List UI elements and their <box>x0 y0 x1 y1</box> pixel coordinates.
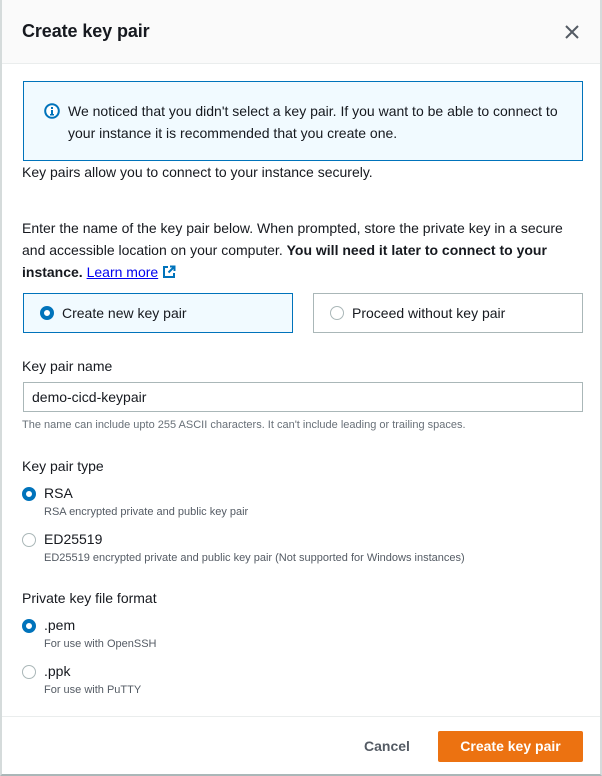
option-description: ED25519 encrypted private and public key pair (Not supported for Windows instances) <box>44 552 465 564</box>
radio-proceed-without-key-pair[interactable] <box>330 306 344 320</box>
radio-rsa[interactable] <box>22 487 36 501</box>
key-pair-name-label: Key pair name <box>22 358 113 374</box>
file-format-label: Private key file format <box>22 590 157 606</box>
radio-ed25519[interactable] <box>22 533 36 547</box>
option-description: RSA encrypted private and public key pair <box>44 506 249 518</box>
modal-header <box>2 0 600 64</box>
radio-pem[interactable] <box>22 619 36 633</box>
info-icon <box>44 103 60 119</box>
tile-label: Create new key pair <box>62 305 187 321</box>
option-rsa[interactable] <box>22 484 582 524</box>
option-pem[interactable] <box>22 616 582 656</box>
instructions-text <box>22 217 582 283</box>
option-label: .pem <box>44 617 76 633</box>
option-ppk[interactable] <box>22 662 582 702</box>
close-icon <box>562 22 582 42</box>
option-description: For use with PuTTY <box>44 684 142 696</box>
modal-title: Create key pair <box>22 21 150 41</box>
cancel-button[interactable]: Cancel <box>364 738 410 754</box>
close-button[interactable] <box>562 22 582 42</box>
option-label: RSA <box>44 485 73 501</box>
footer-divider <box>2 716 600 717</box>
learn-more-label: Learn more <box>86 264 159 280</box>
option-label: ED25519 <box>44 531 103 547</box>
intro-text: Key pairs allow you to connect to your instance securely. <box>22 164 373 180</box>
instructions-bold: You will need it later to connect to your instance. <box>22 242 547 280</box>
key-pair-name-hint: The name can include upto 255 ASCII characters. It can't include leading or trailing spaces. <box>22 419 466 431</box>
option-ed25519[interactable] <box>22 530 582 570</box>
option-description: For use with OpenSSH <box>44 638 157 650</box>
external-link-icon <box>162 265 176 279</box>
tile-proceed-without-key-pair[interactable] <box>313 293 583 333</box>
option-label: .ppk <box>44 663 71 679</box>
alert-message: We noticed that you didn't select a key pair. If you want to be able to connect to your instance it is recommended that you create one. <box>68 103 558 141</box>
radio-ppk[interactable] <box>22 665 36 679</box>
key-pair-type-label: Key pair type <box>22 458 104 474</box>
info-alert <box>23 81 583 161</box>
instructions-plain: Enter the name of the key pair below. When prompted, store the private key in a secure and accessible location on your computer. <box>22 220 563 258</box>
learn-more-link[interactable] <box>87 264 177 280</box>
tile-label: Proceed without key pair <box>352 305 506 321</box>
create-key-pair-button[interactable]: Create key pair <box>438 731 583 762</box>
key-pair-name-input[interactable] <box>23 382 583 412</box>
tile-create-new-key-pair[interactable] <box>23 293 293 333</box>
radio-create-new-key-pair[interactable] <box>40 306 54 320</box>
